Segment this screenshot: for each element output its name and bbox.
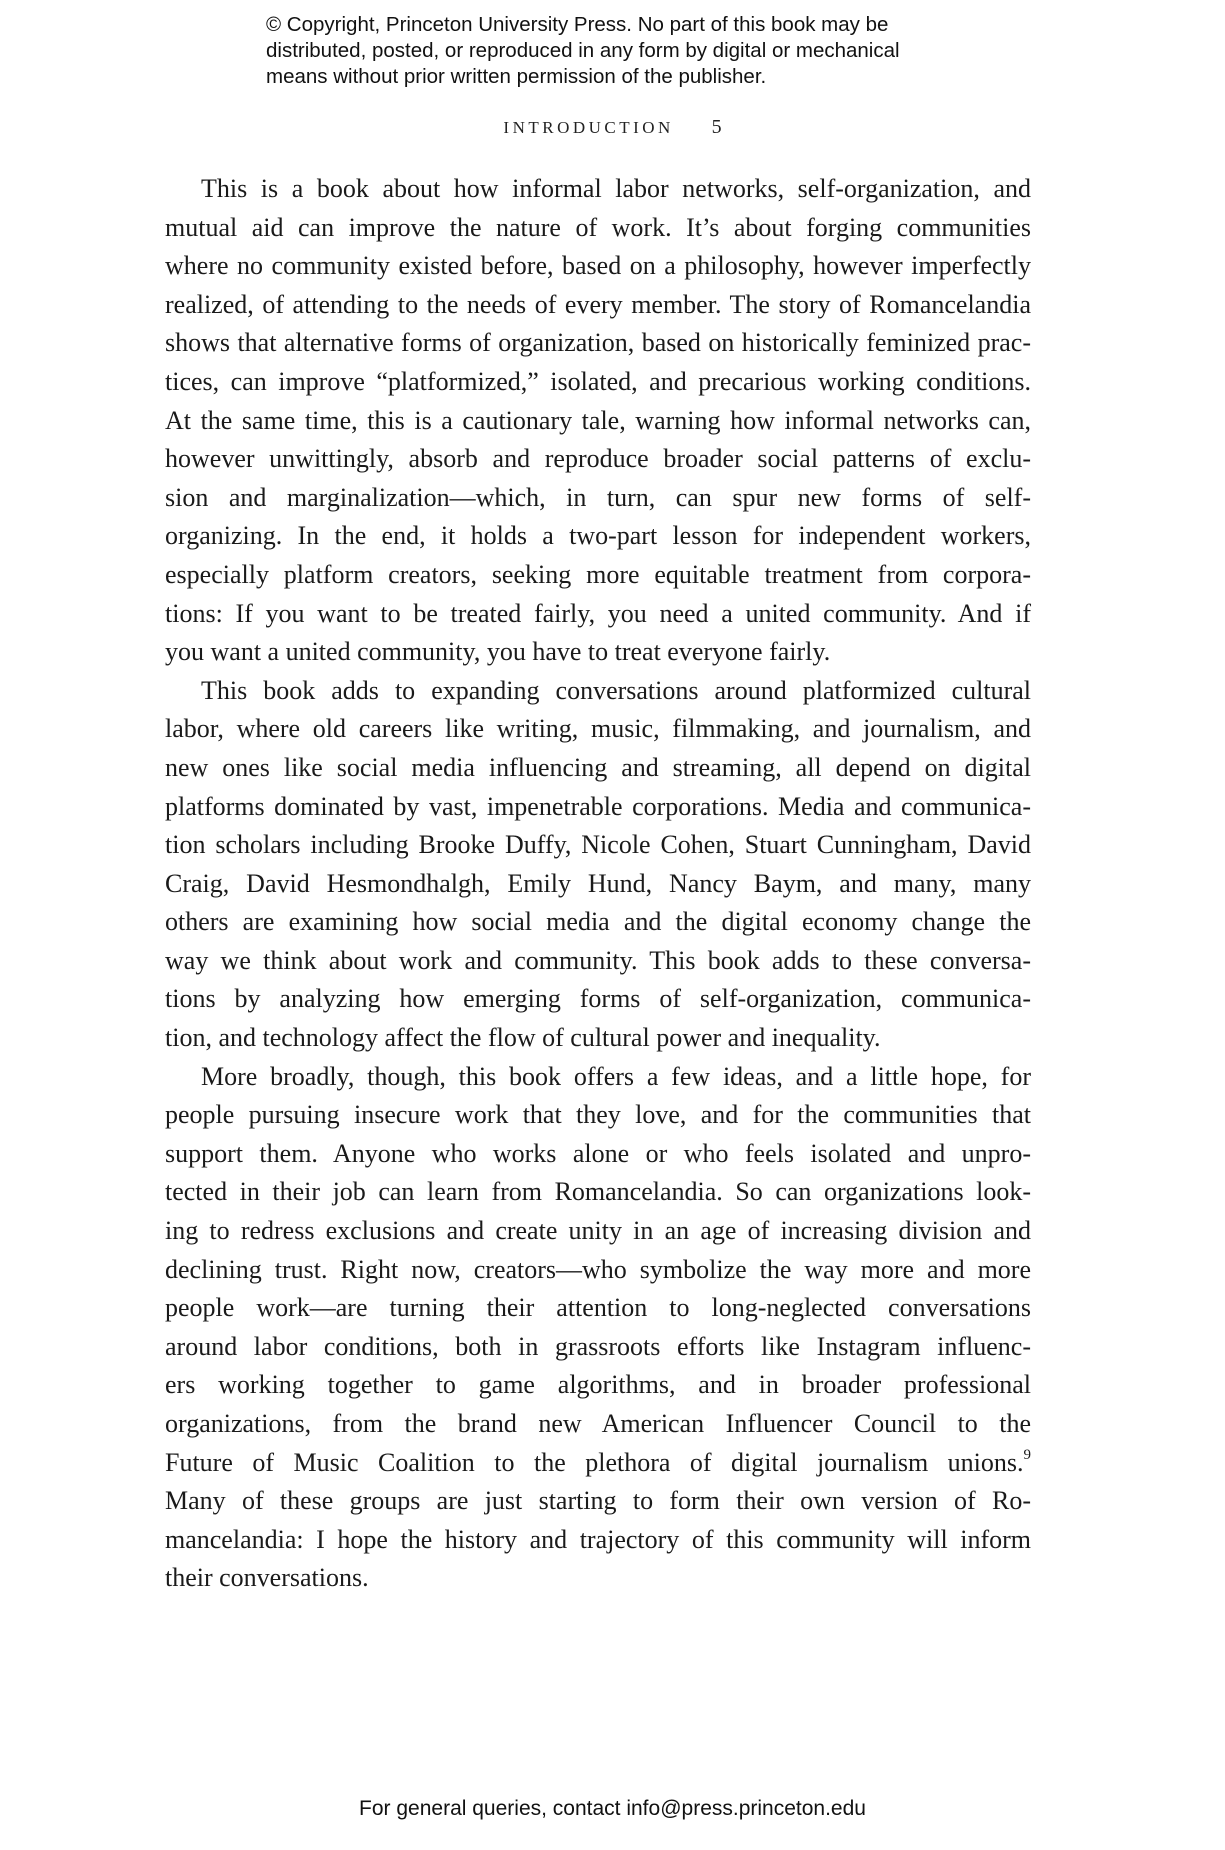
text-line: mutual aid can improve the nature of work. It’s about forging communities [165, 212, 1031, 242]
text-line: This is a book about how informal labor networks, self-organization, and [201, 174, 1031, 203]
text-line: however unwittingly, absorb and reproduce broader social patterns of exclu- [165, 444, 1031, 474]
body-text [165, 170, 1031, 1598]
text-line: shows that alternative forms of organization, based on historically feminized prac- [165, 328, 1031, 358]
text-line: Future of Music Coalition to the plethora of digital journalism unions.$^9$ [165, 1446, 1031, 1477]
text-line: Craig, David Hesmondhalgh, Emily Hund, Nancy Baym, and many, many [165, 868, 1031, 898]
text-line: you want a united community, you have to treat everyone fairly. [165, 637, 831, 667]
text-line: At the same time, this is a cautionary tale, warning how informal networks can, [165, 405, 1031, 435]
text-line: platforms dominated by vast, impenetrable corporations. Media and communica- [165, 791, 1031, 821]
text-line: around labor conditions, both in grassroots efforts like Instagram influenc- [165, 1331, 1031, 1361]
text-line: people pursuing insecure work that they love, and for the communities that [165, 1100, 1031, 1130]
text-line: sion and marginalization—which, in turn, can spur new forms of self- [165, 482, 1031, 512]
text-line: realized, of attending to the needs of every member. The story of Romancelandia [165, 289, 1031, 319]
footer-contact: For general queries, contact info@press.princeton.edu [359, 1797, 866, 1820]
paragraph [165, 672, 1031, 1058]
text-line: tions by analyzing how emerging forms of self-organization, communica- [165, 984, 1031, 1014]
copyright-line: distributed, posted, or reproduced in any form by digital or mechanical [266, 39, 900, 62]
paragraph [165, 170, 1031, 672]
text-line: declining trust. Right now, creators—who symbolize the way more and more [165, 1254, 1031, 1284]
footnote-marker[interactable]: 9 [1023, 1446, 1031, 1463]
text-line: Many of these groups are just starting to form their own version of Ro- [165, 1486, 1031, 1516]
text-line: More broadly, though, this book offers a few ideas, and a little hope, for [201, 1061, 1031, 1091]
paragraph [165, 1058, 1031, 1598]
copyright-line: means without prior written permission of the publisher. [266, 65, 767, 88]
text-line: especially platform creators, seeking more equitable treatment from corpora- [165, 559, 1031, 589]
text-line: This book adds to expanding conversations around platformized cultural [201, 675, 1031, 705]
text-line: tices, can improve “platformized,” isolated, and precarious working conditions. [165, 366, 1031, 396]
text-line: tion, and technology affect the flow of cultural power and inequality. [165, 1023, 881, 1053]
text-line: tected in their job can learn from Romancelandia. So can organizations look- [165, 1177, 1031, 1207]
text-line: labor, where old careers like writing, music, filmmaking, and journalism, and [165, 714, 1031, 744]
text-line: people work—are turning their attention to long-neglected conversations [165, 1293, 1031, 1323]
running-head [0, 116, 1225, 139]
chapter-title: INTRODUCTION [503, 118, 674, 137]
page-number: 5 [711, 116, 722, 138]
text-line: tion scholars including Brooke Duffy, Nicole Cohen, Stuart Cunningham, David [165, 830, 1031, 860]
copyright-notice [266, 12, 986, 90]
text-line: new ones like social media influencing and streaming, all depend on digital [165, 752, 1031, 782]
text-line: where no community existed before, based on a philosophy, however imperfectly [165, 251, 1031, 281]
text-line: ers working together to game algorithms, and in broader professional [165, 1370, 1031, 1400]
text-line: tions: If you want to be treated fairly, you need a united community. And if [165, 598, 1031, 628]
text-line: ing to redress exclusions and create unity in an age of increasing division and [165, 1216, 1031, 1246]
text-line: organizing. In the end, it holds a two-part lesson for independent workers, [165, 521, 1031, 551]
copyright-line: © Copyright, Princeton University Press. No part of this book may be [266, 13, 889, 36]
text-line: organizations, from the brand new American Influencer Council to the [165, 1409, 1031, 1438]
text-line: way we think about work and community. This book adds to these conversa- [165, 945, 1031, 975]
text-line: mancelandia: I hope the history and trajectory of this community will inform [165, 1524, 1031, 1554]
text-line: support them. Anyone who works alone or who feels isolated and unpro- [165, 1138, 1031, 1168]
text-line: others are examining how social media and the digital economy change the [165, 907, 1031, 937]
text-line: their conversations. [165, 1563, 369, 1593]
